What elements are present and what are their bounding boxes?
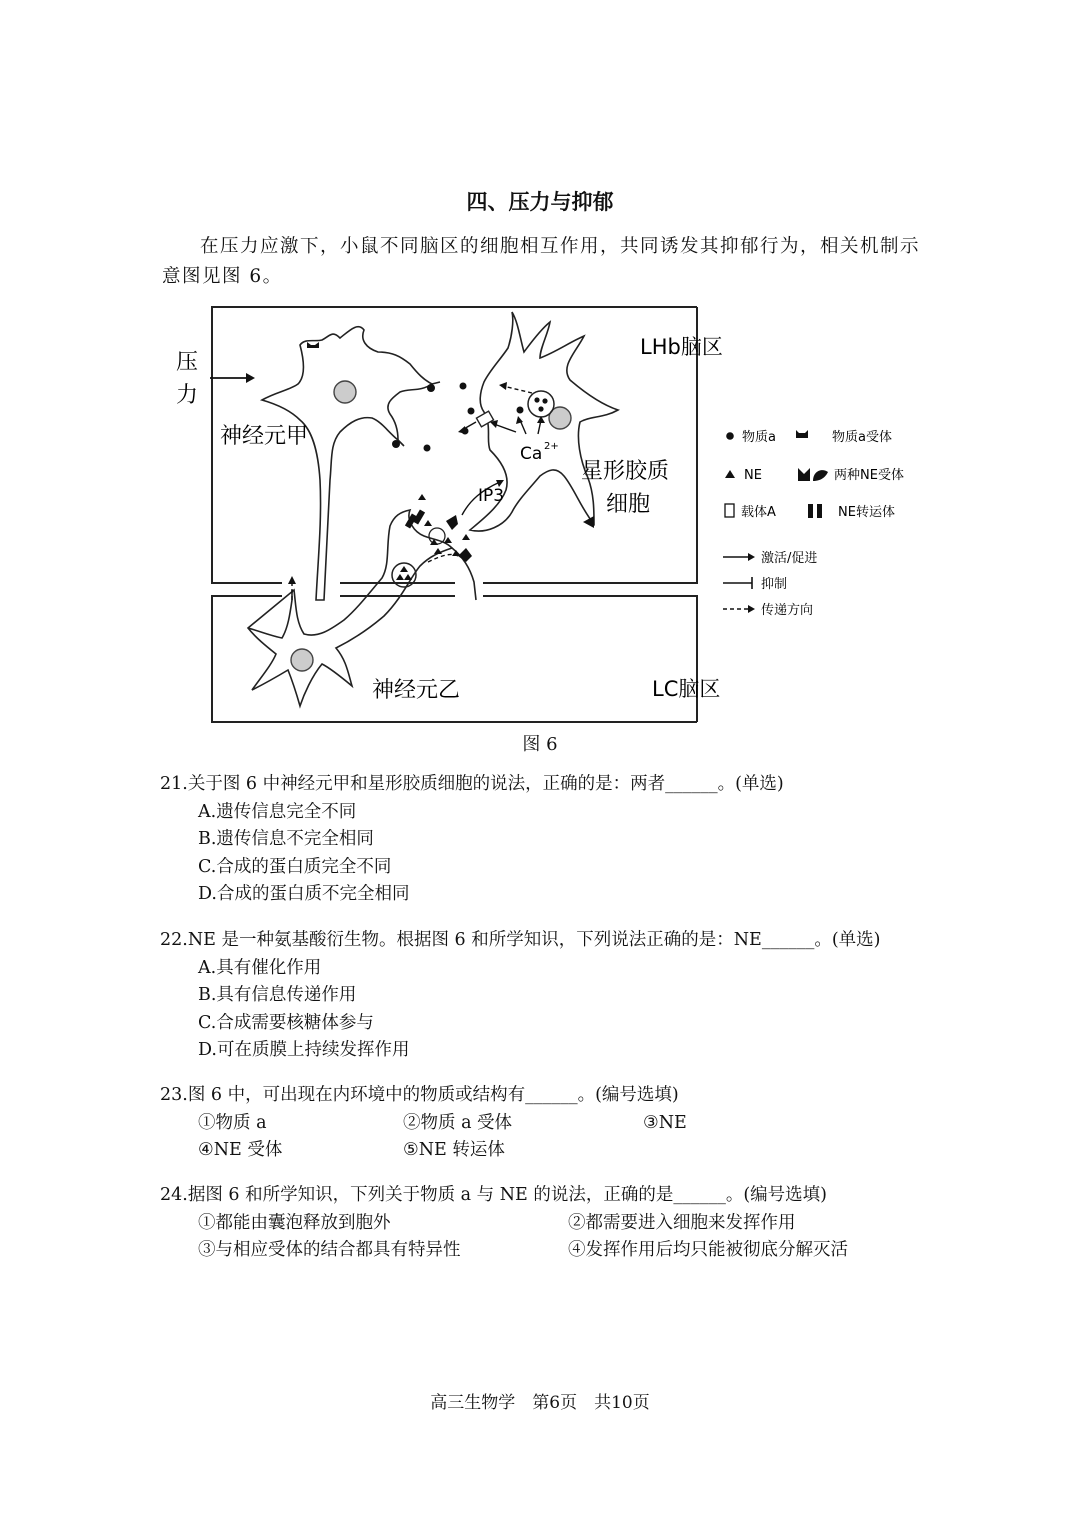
legend-ne-receptors: 两种NE受体 [834,468,904,483]
page-footer: 高三生物学 第6页 共10页 [430,1393,650,1413]
question-stem: 21.关于图 6 中神经元甲和星形胶质细胞的说法，正确的是：两者______。(单选) [160,774,784,794]
legend-inhibit: 抑制 [761,577,788,592]
option-a: A.具有催化作用 [198,957,322,978]
figure-6-diagram [150,300,930,730]
substance-a-receptor-icon [307,342,319,348]
intro-paragraph: 在压力应激下，小鼠不同脑区的细胞相互作用，共同诱发其抑郁行为，相关机制示意图见图 6。 [162,236,921,287]
question-23 [160,1082,940,1165]
option-d: D.可在质膜上持续发挥作用 [198,1040,410,1060]
legend-ne-transporter: NE转运体 [838,505,895,520]
ca-superscript: 2+ [544,441,559,452]
neuron-b-label: 神经元乙 [372,678,461,703]
stress-arrow [210,373,255,383]
legend-activate: 激活/促进 [761,551,818,566]
section-title: 四、压力与抑郁 [466,190,614,214]
legend-substance-a-receptor: 物质a受体 [832,430,892,445]
legend-receptor-icon [796,430,808,438]
astrocyte-label-1: 星形胶质 [581,459,670,484]
option-4: ④发挥作用后均只能被彻底分解灭活 [568,1240,848,1260]
figure-caption: 图 6 [522,734,558,755]
question-stem: 22.NE 是一种氨基酸衍生物。根据图 6 和所学知识，下列说法正确的是：NE______。(单选) [160,930,881,950]
option-c: C.合成需要核糖体参与 [198,1012,374,1033]
ip3-label: IP3 [478,486,505,506]
substance-a-dot [424,445,431,452]
neuron-b-nucleus [291,649,313,671]
option-4: ④NE 受体 [198,1140,283,1160]
lc-region-box [212,596,697,722]
astrocyte-vesicle [528,391,554,417]
astrocyte-label-2: 细胞 [606,492,651,517]
option-1: ①都能由囊泡释放到胞外 [198,1212,391,1233]
question-24 [160,1182,940,1265]
lc-label: LC脑区 [652,677,721,701]
substance-a-dot [427,384,435,392]
option-b: B.遗传信息不完全相同 [198,829,374,849]
neuron-a-label: 神经元甲 [220,424,309,449]
question-stem: 24.据图 6 和所学知识，下列关于物质 a 与 NE 的说法，正确的是______。(编号选填) [160,1185,828,1205]
question-22 [160,927,940,1065]
legend-substance-a: 物质a [742,430,776,445]
carrier-a-icon [476,411,493,427]
legend-ne: NE [744,468,762,483]
neuron-b [248,510,476,706]
option-c: C.合成的蛋白质完全不同 [198,856,392,877]
option-3: ③NE [643,1112,687,1133]
option-a: A.遗传信息完全不同 [198,801,357,822]
option-d: D.合成的蛋白质不完全相同 [198,884,410,904]
stress-label-1: 压 [176,350,199,375]
substance-a-dot [468,408,475,415]
ca-label: Ca [520,444,543,464]
question-21 [160,771,940,909]
lhb-label: LHb脑区 [640,335,723,359]
substance-a-dot [392,440,400,448]
option-b: B.具有信息传递作用 [198,985,357,1005]
option-3: ③与相应受体的结合都具有特异性 [198,1240,461,1260]
legend-direction: 传递方向 [761,603,814,618]
question-stem: 23.图 6 中，可出现在内环境中的物质或结构有______。(编号选填) [160,1085,679,1105]
legend [723,429,904,618]
option-2: ②物质 a 受体 [403,1112,513,1133]
legend-carrier-a: 载体A [741,505,776,520]
stress-label-2: 力 [176,383,199,408]
option-5: ⑤NE 转运体 [403,1140,505,1160]
option-2: ②都需要进入细胞来发挥作用 [568,1212,796,1233]
substance-a-dot [460,383,467,390]
neuron-a-nucleus [334,381,356,403]
neuron-a [262,327,440,600]
option-1: ①物质 a [198,1112,267,1133]
substance-a-dot [517,407,524,414]
